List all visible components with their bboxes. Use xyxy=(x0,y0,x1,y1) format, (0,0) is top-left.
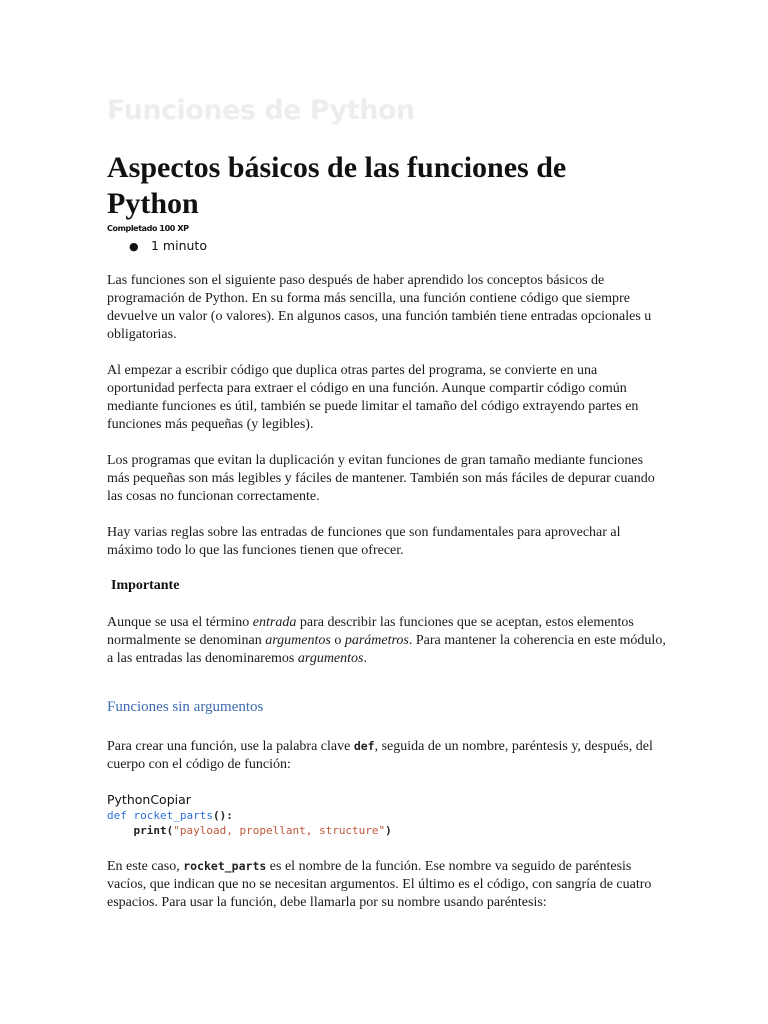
paragraph-rules: Hay varias reglas sobre las entradas de funciones que son fundamentales para aprovechar al máximo todo lo que las funciones tienen que ofrecer. xyxy=(107,525,621,558)
duration-item xyxy=(129,238,207,253)
bullet-icon: ● xyxy=(129,240,139,253)
note-text: . xyxy=(363,651,367,666)
code-punctuation: ) xyxy=(385,824,392,837)
note-term: argumentos xyxy=(265,633,331,648)
note-text: para describir las funciones que se aceptan, estos elementos normalmente se denominan xyxy=(107,615,634,648)
inline-code-def: def xyxy=(353,739,375,753)
code-string: "payload, propellant, structure" xyxy=(173,824,386,837)
code-block xyxy=(107,808,392,838)
section-heading: Funciones sin argumentos xyxy=(107,699,264,715)
outro-text: es el nombre de la función. Ese nombre va seguido de paréntesis vacíos, que indican que no se necesitan argumentos. El último es el código, con sangría de cuatro espacios. Para usar la función, debe llamarla por su nombre usando paréntesis: xyxy=(107,859,652,910)
section-intro xyxy=(107,737,667,774)
lesson-title: Aspectos básicos de las funciones de Python xyxy=(107,151,567,220)
note-term: entrada xyxy=(252,615,297,630)
duration-text: 1 minuto xyxy=(151,238,207,253)
intro-text: , seguida de un nombre, paréntesis y, después, del cuerpo con el código de función: xyxy=(107,739,653,772)
code-keyword: def xyxy=(107,809,127,822)
code-builtin: print xyxy=(133,824,167,837)
intro-text: Para crear una función, use la palabra clave xyxy=(107,739,354,754)
note-text: . Para mantener la coherencia en este módulo, a las entradas las denominaremos xyxy=(107,633,666,666)
document-title: Funciones de Python xyxy=(107,95,415,126)
outro-text: En este caso, xyxy=(107,859,184,874)
code-language-copy-label[interactable]: PythonCopiar xyxy=(107,792,191,807)
paragraph-readability: Los programas que evitan la duplicación y evitan funciones de gran tamaño mediante funciones más pequeñas son más legibles y fáciles de mantener. También son más fáciles de depurar cuando las cosas no funcionan correctamente. xyxy=(107,453,655,504)
paragraph-intro: Las funciones son el siguiente paso después de haber aprendido los conceptos básicos de programación de Python. En su forma más sencilla, una función contiene código que siempre devuelve un valor (o valores). En algunos casos, una función también tiene entradas opcionales u obligatorias. xyxy=(107,273,652,342)
important-label: Importante xyxy=(111,578,180,593)
code-punctuation: (): xyxy=(212,809,233,822)
code-function-name: rocket_parts xyxy=(133,809,213,822)
note-term: argumentos xyxy=(297,651,364,666)
code-punctuation: ( xyxy=(166,824,174,837)
inline-code-function-name: rocket_parts xyxy=(183,859,267,873)
important-note xyxy=(107,614,667,668)
note-text: Aunque se usa el término xyxy=(107,615,253,630)
code-indent xyxy=(107,824,134,837)
note-text: o xyxy=(330,633,345,648)
section-outro xyxy=(107,857,667,912)
paragraph-extraction: Al empezar a escribir código que duplica otras partes del programa, se convierte en una oportunidad perfecta para extraer el código en una función. Aunque compartir código común mediante funciones es útil, también se puede limitar el tamaño del código extrayendo partes en funciones más pequeñas (y legibles). xyxy=(107,363,639,432)
completion-xp: Completado 100 XP xyxy=(107,224,189,233)
note-term: parámetros xyxy=(344,633,409,648)
